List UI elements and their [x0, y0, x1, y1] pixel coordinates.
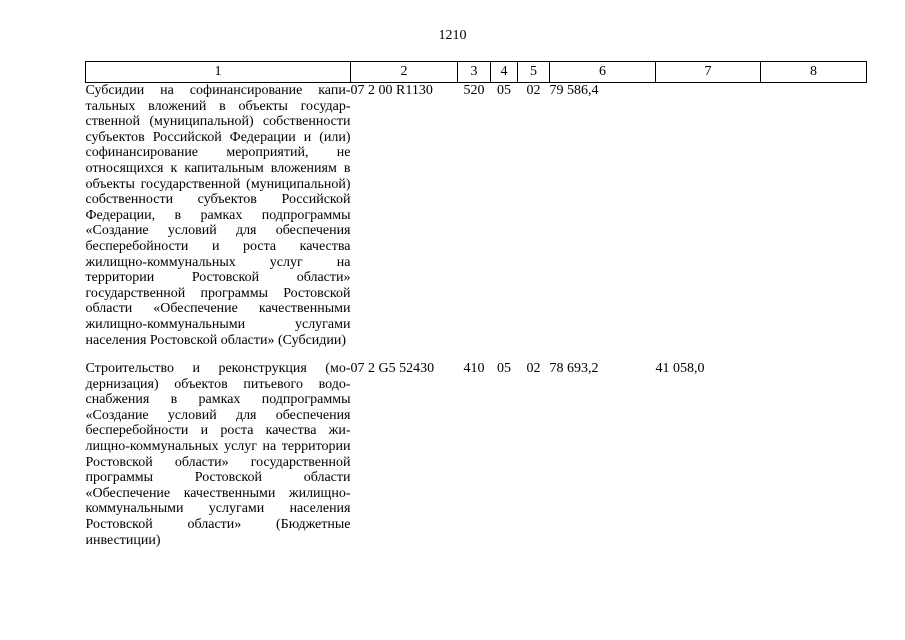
- row-amount-col6: 79 586,4: [549, 83, 599, 98]
- column-header-2: 2: [351, 62, 458, 83]
- row-amount-col8: [761, 361, 867, 548]
- column-header-5: 5: [518, 62, 550, 83]
- row-expense-type: 520: [463, 83, 485, 98]
- row-target-code: 07 2 00 R1130: [350, 83, 433, 98]
- column-header-7: 7: [656, 62, 761, 83]
- column-header-3: 3: [458, 62, 491, 83]
- budget-table: [85, 61, 867, 548]
- row-amount-col7: [656, 83, 761, 362]
- table-row: [86, 361, 867, 548]
- table-row: [86, 83, 867, 362]
- row-amount-col6: 78 693,2: [549, 361, 599, 376]
- row-amount-col8: [761, 83, 867, 362]
- page-number: 1210: [438, 28, 467, 43]
- row-description: Строительство и реконструкция (модернизация) объектов питьевого водоснабжения в рамках подпрограммы «Создание условий для обеспечения бесперебойности и роста качества жилищно-коммунальных услуг на территории Ростовской области» государственной программы Ростовской области «Обеспечение качественными жилищно-коммунальными услугами населения Ростовской области» (Бюджетные инвестиции): [85, 361, 351, 548]
- column-header-8: 8: [761, 62, 867, 83]
- row-expense-type: 410: [463, 361, 485, 376]
- row-amount-col7: 41 058,0: [655, 361, 705, 376]
- row-section: 05: [497, 361, 511, 376]
- header-row: [86, 62, 867, 83]
- column-header-6: 6: [550, 62, 656, 83]
- row-subsection: 02: [526, 361, 541, 376]
- column-header-1: 1: [86, 62, 351, 83]
- row-description: Субсидии на софинансирование капитальных вложений в объекты государственной (муниципальной) собственности субъектов Российской Федерации и (или) софинансирование мероприятий, не относящихся к капитальным вложениям в объекты государственной (муниципальной) собственности субъектов Российской Федерации, в рамках подпрограммы «Создание условий для обеспечения бесперебойности и роста качества жилищно-коммунальных услуг на территории Ростовской области» государственной программы Ростовской области «Обеспечение качественными жилищно-коммунальными услугами населения Ростовской области» (Субсидии): [85, 83, 351, 348]
- row-section: 05: [497, 83, 511, 98]
- row-target-code: 07 2 G5 52430: [350, 361, 435, 376]
- row-subsection: 02: [526, 83, 541, 98]
- column-header-4: 4: [491, 62, 518, 83]
